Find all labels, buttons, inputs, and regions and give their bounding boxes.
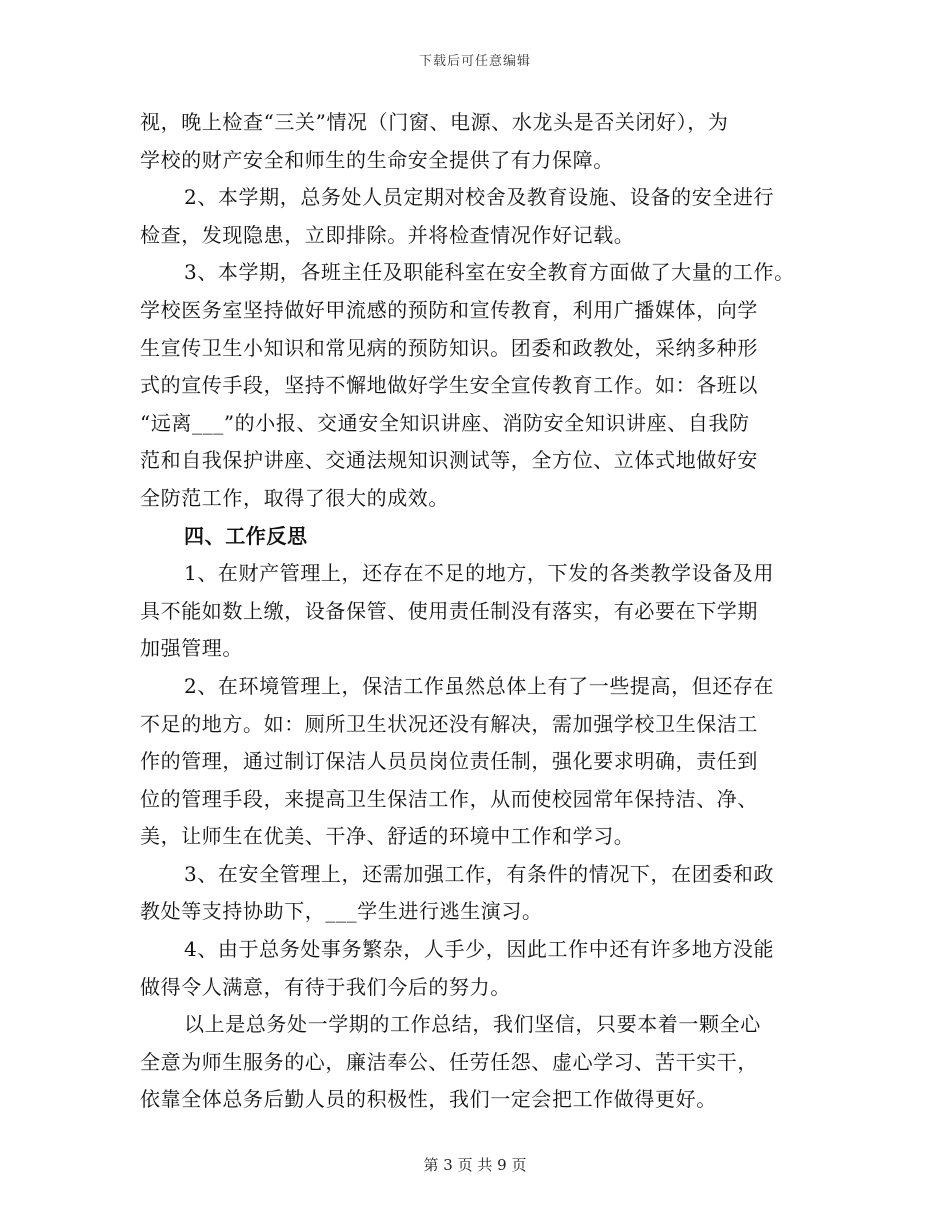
- body-line: 加强管理。: [140, 636, 243, 661]
- body-line: 依靠全体总务后勤人员的积极性，我们一定会把工作做得更好。: [140, 1087, 717, 1112]
- body-line: 位的管理手段，来提高卫生保洁工作，从而使校园常年保持洁、净、: [140, 786, 758, 811]
- body-line: 3、本学期，各班主任及职能科室在安全教育方面做了大量的工作。: [184, 260, 795, 285]
- body-line: 做得令人满意，有待于我们今后的努力。: [140, 974, 511, 999]
- body-line: 教处等支持协助下，___学生进行逃生演习。: [140, 899, 543, 924]
- page-header: 下载后可任意编辑: [418, 54, 531, 69]
- page-number: 第 3 页 共 9 页: [423, 1156, 527, 1174]
- body-line: 式的宣传手段，坚持不懈地做好学生安全宣传教育工作。如：各班以: [140, 373, 758, 398]
- body-line: 不足的地方。如：厕所卫生状况还没有解决，需加强学校卫生保洁工: [140, 711, 758, 736]
- body-line: 3、在安全管理上，还需加强工作，有条件的情况下，在团委和政: [184, 861, 775, 886]
- body-line: 4、由于总务处事务繁杂，人手少，因此工作中还有许多地方没能: [184, 937, 775, 962]
- body-line: 全意为师生服务的心，廉洁奉公、任劳任怨、虚心学习、苦干实干，: [140, 1049, 758, 1074]
- body-line: 检查，发现隐患，立即排除。并将检查情况作好记载。: [140, 222, 635, 247]
- body-line: 具不能如数上缴，设备保管、使用责任制没有落实，有必要在下学期: [140, 598, 758, 623]
- body-line: 1、在财产管理上，还存在不足的地方，下发的各类教学设备及用: [184, 561, 775, 586]
- body-line: 视，晚上检查“三关”情况（门窗、电源、水龙头是否关闭好），为: [140, 110, 729, 134]
- body-line: 美，让师生在优美、干净、舒适的环境中工作和学习。: [140, 824, 635, 849]
- body-line: 生宣传卫生小知识和常见病的预防知识。团委和政教处，采纳多种形: [140, 335, 758, 360]
- body-line: 作的管理，通过制订保洁人员员岗位责任制，强化要求明确，责任到: [140, 749, 758, 774]
- document-body: [140, 104, 830, 1119]
- body-line: 以上是总务处一学期的工作总结，我们坚信，只要本着一颗全心: [184, 1012, 761, 1037]
- body-line: 2、本学期，总务处人员定期对校舍及教育设施、设备的安全进行: [184, 185, 775, 210]
- body-line: 2、在环境管理上，保洁工作虽然总体上有了一些提高，但还存在: [184, 673, 775, 698]
- body-line: 范和自我保护讲座、交通法规知识测试等，全方位、立体式地做好安: [140, 448, 758, 473]
- body-line: “远离___”的小报、交通安全知识讲座、消防安全知识讲座、自我防: [140, 410, 750, 435]
- body-line: 学校的财产安全和师生的生命安全提供了有力保障。: [140, 147, 614, 172]
- section-heading: 四、工作反思: [184, 523, 308, 548]
- body-line: 全防范工作，取得了很大的成效。: [140, 485, 449, 510]
- body-line: 学校医务室坚持做好甲流感的预防和宣传教育，利用广播媒体，向学: [140, 297, 758, 322]
